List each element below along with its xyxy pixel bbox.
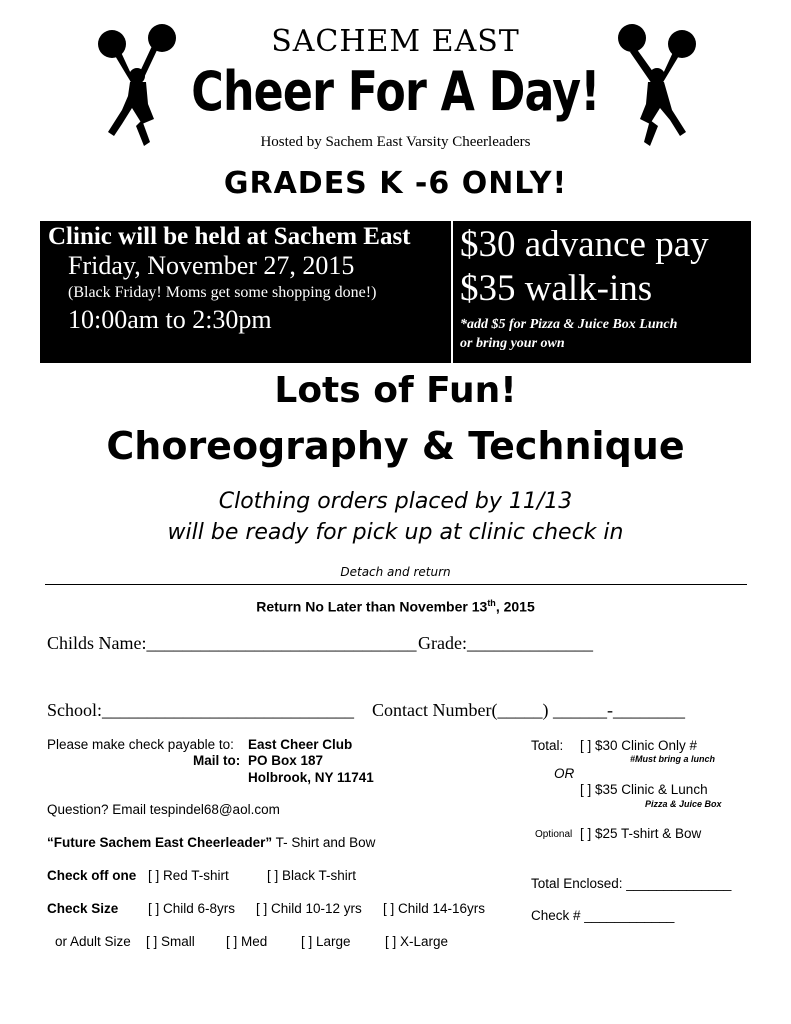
school-field[interactable]: School:____________________________ [47,700,355,720]
contact-number-field[interactable]: Contact Number(_____) ______-________ [372,700,685,720]
return-deadline [0,598,791,615]
fun-heading: Lots of Fun! [274,370,517,411]
box-divider [451,221,453,363]
shirt-offer [47,835,375,850]
price-walkin: $35 walk-ins [460,268,653,309]
total-label: Total: [531,738,564,753]
child-name-field[interactable]: Childs Name:______________________________ [47,633,417,653]
return-suffix: , 2015 [495,598,535,615]
shirt-title: “Future Sachem East Cheerleader” [47,835,273,850]
question-email: Question? Email tespindel68@aol.com [47,802,280,817]
check-one-label: Check off one [47,868,137,883]
mail-label: Mail to: [193,753,241,768]
clothing-notice [0,486,791,548]
clinic-date: Friday, November 27, 2015 [68,251,355,280]
payable-to: East Cheer Club [248,737,353,752]
event-title: Cheer For A Day! [191,60,600,123]
optional-label: Optional [535,829,573,840]
adult-large-checkbox[interactable]: [ ] Large [301,934,351,949]
check-number-field[interactable]: Check # ____________ [531,908,675,923]
red-tshirt-checkbox[interactable]: [ ] Red T-shirt [148,868,229,883]
adult-xlarge-checkbox[interactable]: [ ] X-Large [385,934,449,949]
school-name: SACHEM EAST [271,24,520,59]
must-bring-lunch-note: #Must bring a lunch [630,754,716,764]
mail-line1: PO Box 187 [248,753,324,768]
tshirt-bow-checkbox[interactable]: [ ] $25 T-shirt & Bow [580,826,702,841]
grades-notice: GRADES K -6 ONLY! [223,166,568,201]
clinic-location: Clinic will be held at Sachem East [48,223,411,250]
check-size-label: Check Size [47,901,119,916]
adult-med-checkbox[interactable]: [ ] Med [226,934,268,949]
total-enclosed-field[interactable]: Total Enclosed: ______________ [531,876,732,891]
detach-line [45,584,747,585]
clinic-lunch-checkbox[interactable]: [ ] $35 Clinic & Lunch [580,782,708,797]
grade-field[interactable]: Grade:______________ [418,633,593,653]
child-6-8-checkbox[interactable]: [ ] Child 6-8yrs [148,901,236,916]
clothing-line2: will be ready for pick up at clinic check in [167,520,624,545]
detach-label: Detach and return [340,565,451,579]
shirt-suffix: T- Shirt and Bow [272,835,376,850]
choreography-heading: Choreography & Technique [106,424,685,468]
price-advance: $30 advance pay [460,224,709,265]
clinic-only-checkbox[interactable]: [ ] $30 Clinic Only # [580,738,698,753]
return-sup: th [487,598,496,608]
child-14-16-checkbox[interactable]: [ ] Child 14-16yrs [383,901,486,916]
clinic-note: (Black Friday! Moms get some shopping done!) [68,284,377,301]
clothing-line1: Clothing orders placed by 11/13 [218,489,573,514]
mail-line2: Holbrook, NY 11741 [248,770,374,785]
child-10-12-checkbox[interactable]: [ ] Child 10-12 yrs [256,901,362,916]
pizza-juice-note: Pizza & Juice Box [645,799,722,809]
adult-small-checkbox[interactable]: [ ] Small [146,934,195,949]
lunch-note-line1: *add $5 for Pizza & Juice Box Lunch [460,317,678,332]
clinic-info-box [40,221,751,363]
lunch-note [460,315,677,353]
clinic-time: 10:00am to 2:30pm [68,305,272,334]
lunch-note-line2: or bring your own [460,336,565,351]
return-prefix: Return No Later than November 13 [256,598,488,615]
black-tshirt-checkbox[interactable]: [ ] Black T-shirt [267,868,357,883]
hosted-by: Hosted by Sachem East Varsity Cheerleaders [260,134,531,150]
payable-label: Please make check payable to: [47,737,234,752]
or-label: OR [554,766,575,781]
adult-size-label: or Adult Size [55,934,131,949]
